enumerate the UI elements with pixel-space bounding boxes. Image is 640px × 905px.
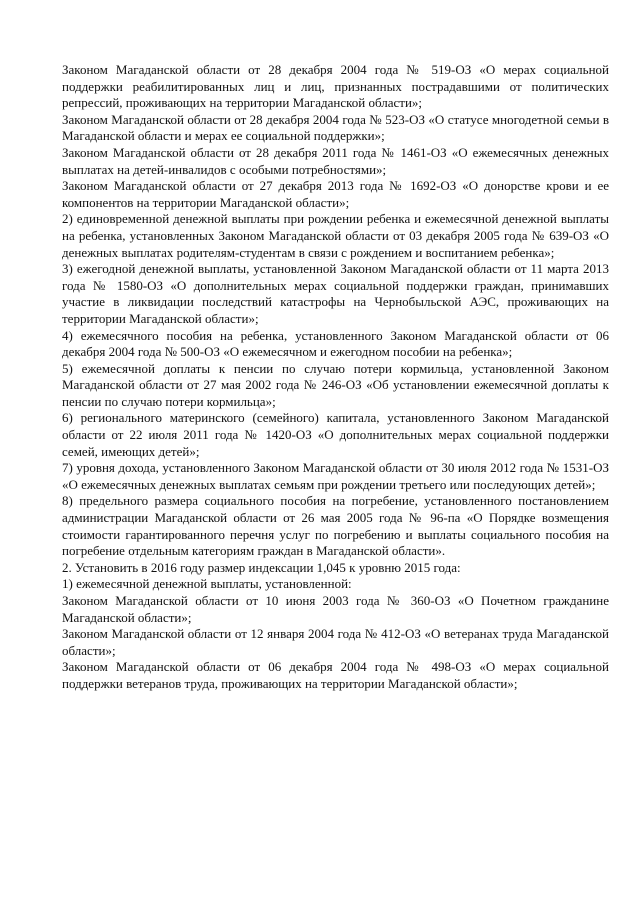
paragraph-item-6: 6) регионального материнского (семейного) капитала, установленного Законом Магаданской области от 22 июля 2011 года № 1420-ОЗ «О дополнительных мерах социальной поддержки семей, имеющих детей»; (62, 410, 609, 459)
paragraph-item-4: 4) ежемесячного пособия на ребенка, установленного Законом Магаданской области от 06 декабря 2004 года № 500-ОЗ «О ежемесячном и ежегодном пособии на ребенка»; (62, 327, 609, 360)
paragraph-law-1692: Законом Магаданской области от 27 декабря 2013 года № 1692-ОЗ «О донорстве крови и ее компонентов на территории Магаданской области»; (62, 178, 609, 210)
document-page (62, 62, 609, 693)
paragraph-law-523: Законом Магаданской области от 28 декабря 2004 года № 523-ОЗ «О статусе многодетной семьи в Магаданской области и мерах ее социальной поддержки»; (62, 111, 609, 144)
paragraph-section-2: 2. Установить в 2016 году размер индексации 1,045 к уровню 2015 года: (62, 559, 461, 575)
paragraph-item-3: 3) ежегодной денежной выплаты, установленной Законом Магаданской области от 11 марта 2013 года № 1580-ОЗ «О дополнительных мерах социальной поддержки граждан, принимавших участие в ликвидации последствий катастрофы на Чернобыльской АЭС, проживающих на территории Магаданской области»; (62, 261, 609, 326)
paragraph-item-7: 7) уровня дохода, установленного Законом Магаданской области от 30 июля 2012 года № 1531-ОЗ «О ежемесячных денежных выплатах семьям при рождении третьего или последующих детей»; (62, 460, 609, 492)
paragraph-law-360: Законом Магаданской области от 10 июня 2003 года № 360-ОЗ «О Почетном гражданине Магаданской области»; (62, 593, 609, 625)
paragraph-law-412: Законом Магаданской области от 12 января 2004 года № 412-ОЗ «О ветеранах труда Магаданской области»; (62, 626, 609, 658)
paragraph-law-519: Законом Магаданской области от 28 декабря 2004 года № 519-ОЗ «О мерах социальной поддержки реабилитированных лиц и лиц, признанных пострадавшими от политических репрессий, проживающих на территории Магаданской области»; (62, 62, 609, 111)
paragraph-item-8: 8) предельного размера социального пособия на погребение, установленного постановлением администрации Магаданской области от 26 мая 2005 года № 96-па «О Порядке возмещения стоимости гарантированного перечня услуг по погребению и выплаты социального пособия на погребение отдельным категориям граждан в Магаданской области». (62, 493, 609, 559)
paragraph-law-498: Законом Магаданской области от 06 декабря 2004 года № 498-ОЗ «О мерах социальной поддержки ветеранов труда, проживающих на территории Магаданской области»; (62, 659, 609, 691)
paragraph-section-2-item-1: 1) ежемесячной денежной выплаты, установленной: (62, 576, 352, 592)
paragraph-item-2: 2) единовременной денежной выплаты при рождении ребенка и ежемесячной денежной выплаты на ребенка, установленных Законом Магаданской области от 03 декабря 2005 года № 639-ОЗ «О денежных выплатах родителям-студентам в связи с рождением и воспитанием ребенка»; (62, 211, 609, 260)
paragraph-law-1461: Законом Магаданской области от 28 декабря 2011 года № 1461-ОЗ «О ежемесячных денежных выплатах на детей-инвалидов с особыми потребностями»; (62, 144, 609, 177)
paragraph-item-5: 5) ежемесячной доплаты к пенсии по случаю потери кормильца, установленной Законом Магаданской области от 27 мая 2002 года № 246-ОЗ «Об установлении ежемесячной доплаты к пенсии по случаю потери кормильца»; (62, 360, 609, 409)
